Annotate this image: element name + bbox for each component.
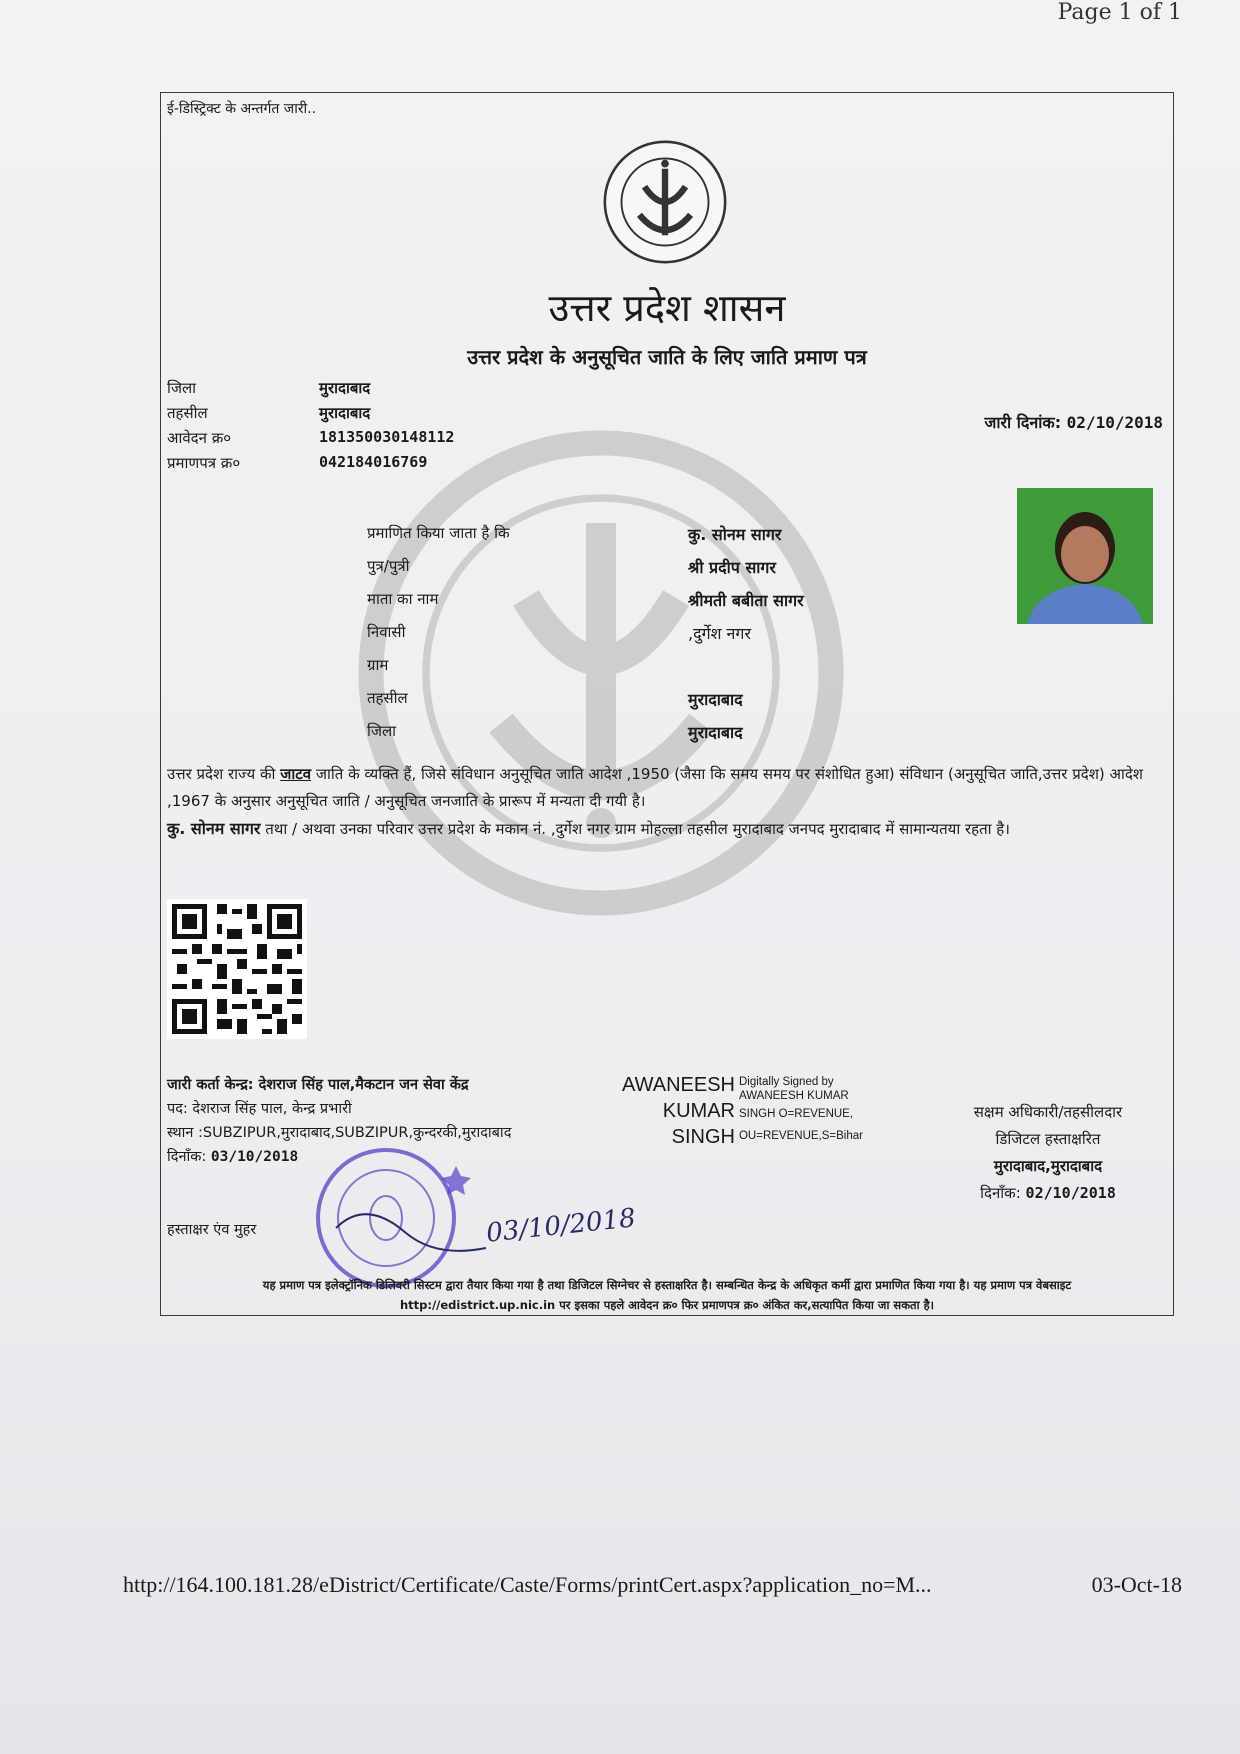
authority-block bbox=[935, 1099, 1161, 1207]
applicant-name-inline: कु. सोनम सागर bbox=[167, 819, 261, 838]
person-photo-icon bbox=[1017, 488, 1153, 624]
digisig-detail-2: SINGH O=REVENUE, bbox=[738, 1108, 854, 1120]
residence-text: तथा / अथवा उनका परिवार उत्तर प्रदेश के मकान नं. ,दुर्गेश नगर ग्राम मोहल्ला तहसील मुरादाबाद जनपद मुरादाबाद में सामान्यतया रहता है। bbox=[260, 820, 1010, 838]
meta-label-certificate-no: प्रमाणपत्र क्र० bbox=[167, 454, 241, 472]
detail-value-resident: ,दुर्गेश नगर bbox=[688, 624, 751, 643]
print-date: 03-Oct-18 bbox=[1091, 1572, 1182, 1597]
print-url: http://164.100.181.28/eDistrict/Certificate/Caste/Forms/printCert.aspx?application_no=M... bbox=[123, 1572, 932, 1597]
detail-value-mother: श्रीमती बबीता सागर bbox=[688, 591, 804, 610]
authority-title: सक्षम अधिकारी/तहसीलदार bbox=[973, 1103, 1123, 1121]
digisig-detail-1: Digitally Signed by AWANEESH KUMAR bbox=[738, 1076, 849, 1102]
ink-stamp-icon bbox=[306, 1138, 496, 1298]
caste-name: जाटव bbox=[280, 765, 312, 783]
certificate-paragraph-caste bbox=[167, 761, 1167, 815]
certificate-footer-note bbox=[167, 1275, 1167, 1315]
signature-seal-label: हस्ताक्षर एंव मुहर bbox=[167, 1222, 257, 1238]
detail-value-district: मुरादाबाद bbox=[688, 723, 743, 742]
detail-label-mother: माता का नाम bbox=[367, 590, 439, 608]
detail-value-father: श्री प्रदीप सागर bbox=[688, 558, 776, 577]
issue-date bbox=[984, 411, 1163, 433]
issuer-place: स्थान :SUBZIPUR,मुरादाबाद,SUBZIPUR,कुन्दरकी,मुरादाबाद bbox=[167, 1125, 512, 1141]
meta-value-application-no: 181350030148112 bbox=[319, 428, 455, 446]
detail-label-district: जिला bbox=[367, 722, 397, 740]
issuer-center: जारी कर्ता केन्द्र: देशराज सिंह पाल,मैकटान जन सेवा केंद्र bbox=[167, 1077, 469, 1093]
digisig-name-1: AWANEESH bbox=[622, 1074, 735, 1096]
handwritten-date: 03/10/2018 bbox=[484, 1203, 638, 1249]
issued-under-note: ई-डिस्ट्रिक्ट के अन्तर्गत जारी.. bbox=[167, 101, 317, 117]
up-government-emblem-icon bbox=[601, 138, 729, 266]
paragraph-part-2: जाति के व्यक्ति हैं, जिसे संविधान अनुसूचित जाति आदेश ,1950 (जैसा कि समय समय पर संशोधित हुआ) संविधान (अनुसूचित जाति,उत्तर प्रदेश) आदेश ,1967 के अनुसार अनुसूचित जाति / अनुसूचित जनजाति के प्रारूप में मन्यता दी गयी है। bbox=[167, 765, 1144, 810]
certificate-paragraph-residence bbox=[167, 815, 1167, 843]
certificate-frame bbox=[160, 92, 1174, 1316]
certificate-title: उत्तर प्रदेश के अनुसूचित जाति के लिए जाति प्रमाण पत्र bbox=[467, 345, 867, 369]
detail-value-name: कु. सोनम सागर bbox=[688, 525, 782, 544]
digisig-detail-3: OU=REVENUE,S=Bihar bbox=[738, 1130, 863, 1142]
meta-label-district: जिला bbox=[167, 379, 197, 397]
detail-label-village: ग्राम bbox=[367, 656, 389, 674]
page-number: Page 1 of 1 bbox=[1057, 0, 1182, 25]
issuer-date-label: दिनाँक: bbox=[167, 1149, 207, 1165]
detail-label-son-daughter: पुत्र/पुत्री bbox=[367, 557, 410, 575]
applicant-photo bbox=[1017, 488, 1153, 624]
authority-date: 02/10/2018 bbox=[1025, 1184, 1116, 1202]
issue-date-label: जारी दिनांक: bbox=[984, 413, 1062, 432]
government-title: उत्तर प्रदेश शासन bbox=[548, 286, 786, 330]
detail-label-certified: प्रमाणित किया जाता है कि bbox=[367, 524, 510, 542]
digisig-name-3: SINGH bbox=[671, 1126, 735, 1148]
footer-line-1: यह प्रमाण पत्र इलेक्ट्रॉनिक डिलिवरी सिस्टम द्वारा तैयार किया गया है तथा डिजिटल सिग्नेचर से हस्ताक्षरित है। सम्बन्धित केन्द्र के अधिकृत कर्मी द्वारा प्रमाणित किया गया है। यह प्रमाण पत्र वेबसाइट bbox=[262, 1278, 1072, 1292]
meta-value-district: मुरादाबाद bbox=[319, 379, 371, 397]
digisig-name-2: KUMAR bbox=[662, 1100, 735, 1122]
issuer-post: पद: देशराज सिंह पाल, केन्द्र प्रभारी bbox=[167, 1101, 352, 1117]
issue-date-value: 02/10/2018 bbox=[1066, 413, 1163, 432]
authority-location: मुरादाबाद,मुरादाबाद bbox=[993, 1157, 1103, 1175]
meta-value-tehsil: मुरादाबाद bbox=[319, 404, 371, 422]
meta-value-certificate-no: 042184016769 bbox=[319, 453, 428, 471]
meta-label-tehsil: तहसील bbox=[167, 404, 208, 422]
digital-signature bbox=[621, 1071, 921, 1151]
detail-value-tehsil: मुरादाबाद bbox=[688, 690, 743, 709]
issuer-date: 03/10/2018 bbox=[210, 1149, 299, 1165]
meta-label-application-no: आवेदन क्र० bbox=[167, 429, 232, 447]
footer-line-2: http://edistrict.up.nic.in पर इसका पहले आवेदन क्र० फिर प्रमाणपत्र क्र० अंकित कर,सत्यापित किया जा सकता है। bbox=[399, 1298, 935, 1312]
paragraph-part-1: उत्तर प्रदेश राज्य की bbox=[167, 765, 281, 783]
qr-code-icon bbox=[167, 899, 307, 1039]
watermark-emblem-icon bbox=[351, 423, 851, 923]
authority-digital-signed: डिजिटल हस्ताक्षरित bbox=[995, 1130, 1101, 1148]
authority-date-label: दिनाँक: bbox=[980, 1184, 1021, 1202]
detail-label-tehsil: तहसील bbox=[367, 689, 408, 707]
detail-label-resident: निवासी bbox=[367, 623, 406, 641]
